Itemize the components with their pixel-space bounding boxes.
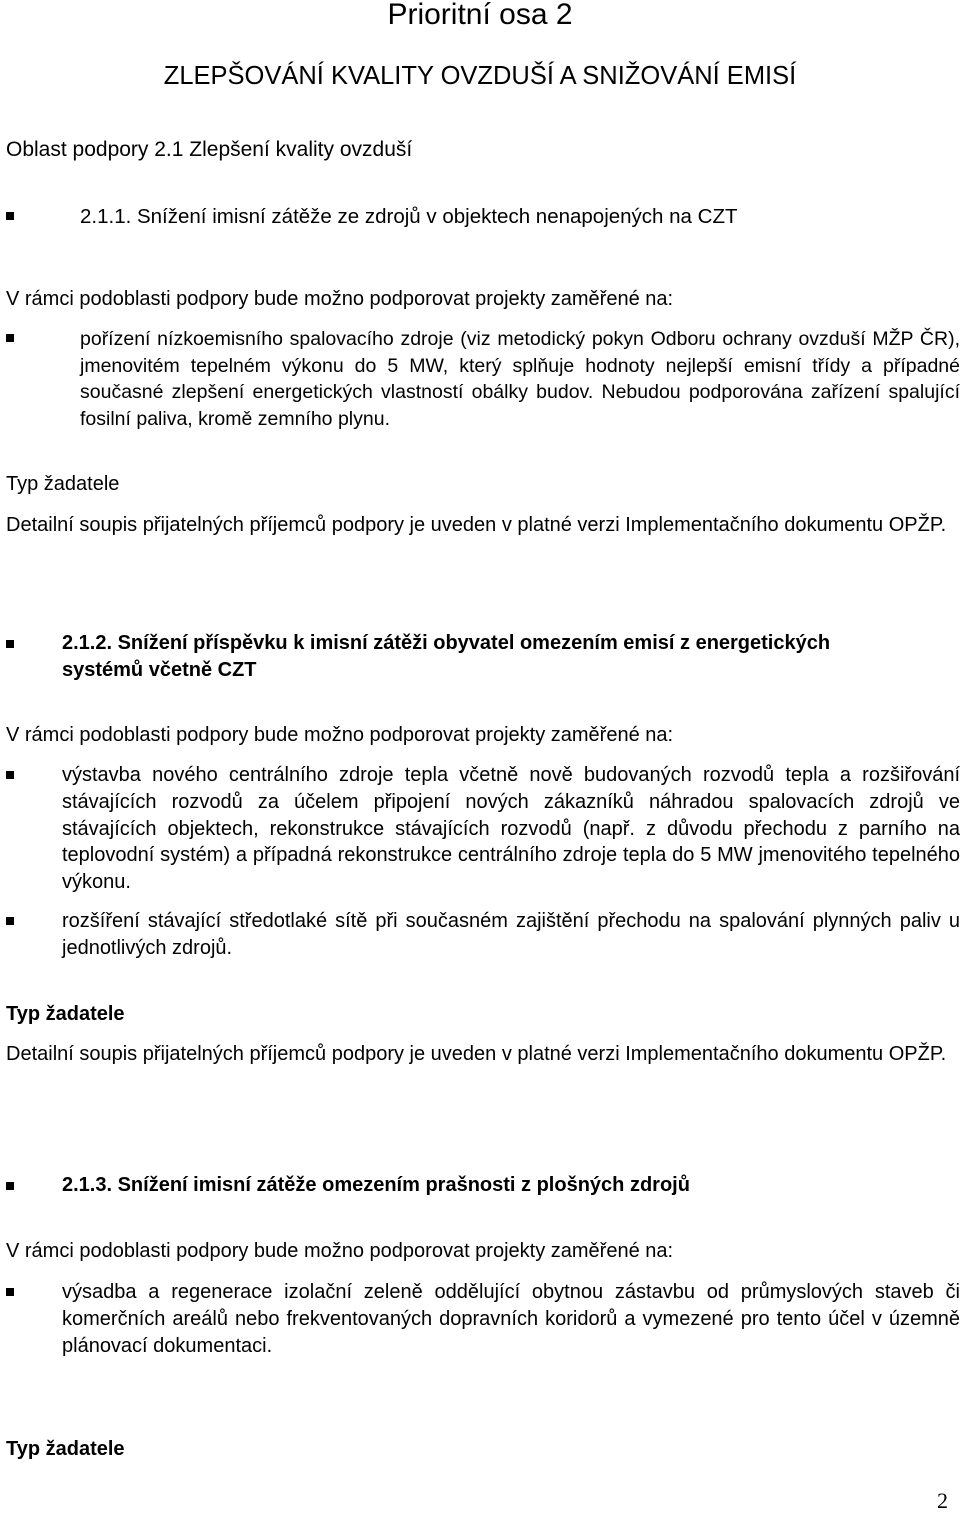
section-intro: V rámci podoblasti podpory bude možno podporovat projekty zaměřené na: bbox=[6, 1240, 674, 1262]
bullet-icon bbox=[6, 640, 14, 648]
section-intro: V rámci podoblasti podpory bude možno podporovat projekty zaměřené na: bbox=[6, 724, 674, 746]
section-intro: V rámci podoblasti podpory bude možno podporovat projekty zaměřené na: bbox=[6, 288, 674, 310]
list-item: rozšíření stávající středotlaké sítě při současném zajištění přechodu na spalování plynných paliv u jednotlivých zdrojů. bbox=[62, 910, 960, 959]
list-item: výstavba nového centrálního zdroje tepla včetně nově budovaných rozvodů tepla a rozšiřování stávajících rozvodů za účelem připojení nových zákazníků náhradou spalovacích zdrojů ve stávajících objektech, rekonstrukce stávajících rozvodů (např. z důvodu přechodu z parního na teplovodní systém) a případná rekonstrukce centrálního zdroje tepla do 5 MW jmenovitého tepelného výkonu. bbox=[62, 764, 960, 894]
section-heading: 2.1.3. Snížení imisní zátěže omezením prašnosti z plošných zdrojů bbox=[62, 1174, 690, 1196]
section-heading-cont: systémů včetně CZT bbox=[62, 659, 257, 681]
applicant-heading: Typ žadatele bbox=[6, 1438, 125, 1460]
applicant-text: Detailní soupis přijatelných příjemců podpory je uveden v platné verzi Implementačního dokumentu OPŽP. bbox=[6, 1043, 947, 1065]
applicant-text: Detailní soupis přijatelných příjemců podpory je uveden v platné verzi Implementačního dokumentu OPŽP. bbox=[6, 514, 947, 536]
list-item: pořízení nízkoemisního spalovacího zdroje (viz metodický pokyn Odboru ochrany ovzduší MŽP ČR), jmenovitém tepelném výkonu do 5 MW, který splňuje hodnoty nejlepší emisní třídy a případné současné zlepšení energetických vlastností obálky budov. Nebudou podporována zařízení spalující fosilní paliva, kromě zemního plynu. bbox=[80, 328, 960, 430]
section-heading: 2.1.2. Snížení příspěvku k imisní zátěži obyvatel omezením emisí z energetických bbox=[62, 632, 831, 654]
area-heading: Oblast podpory 2.1 Zlepšení kvality ovzduší bbox=[6, 138, 413, 161]
bullet-icon bbox=[6, 334, 14, 342]
page-title: Prioritní osa 2 bbox=[387, 0, 573, 31]
applicant-heading: Typ žadatele bbox=[6, 473, 120, 495]
list-item: výsadba a regenerace izolační zeleně oddělující obytnou zástavbu od průmyslových staveb či komerčních areálů nebo frekventovaných dopravních koridorů a vymezené pro tento účel v územně plánovací dokumentaci. bbox=[62, 1281, 960, 1357]
bullet-icon bbox=[6, 917, 14, 925]
bullet-icon bbox=[6, 212, 14, 220]
section-heading: 2.1.1. Snížení imisní zátěže ze zdrojů v objektech nenapojených na CZT bbox=[80, 205, 738, 228]
bullet-icon bbox=[6, 1288, 14, 1296]
bullet-icon bbox=[6, 771, 14, 779]
bullet-icon bbox=[6, 1182, 14, 1190]
applicant-heading: Typ žadatele bbox=[6, 1003, 125, 1025]
page-subtitle: ZLEPŠOVÁNÍ KVALITY OVZDUŠÍ A SNIŽOVÁNÍ EMISÍ bbox=[163, 62, 797, 90]
page-number: 2 bbox=[937, 1488, 948, 1513]
